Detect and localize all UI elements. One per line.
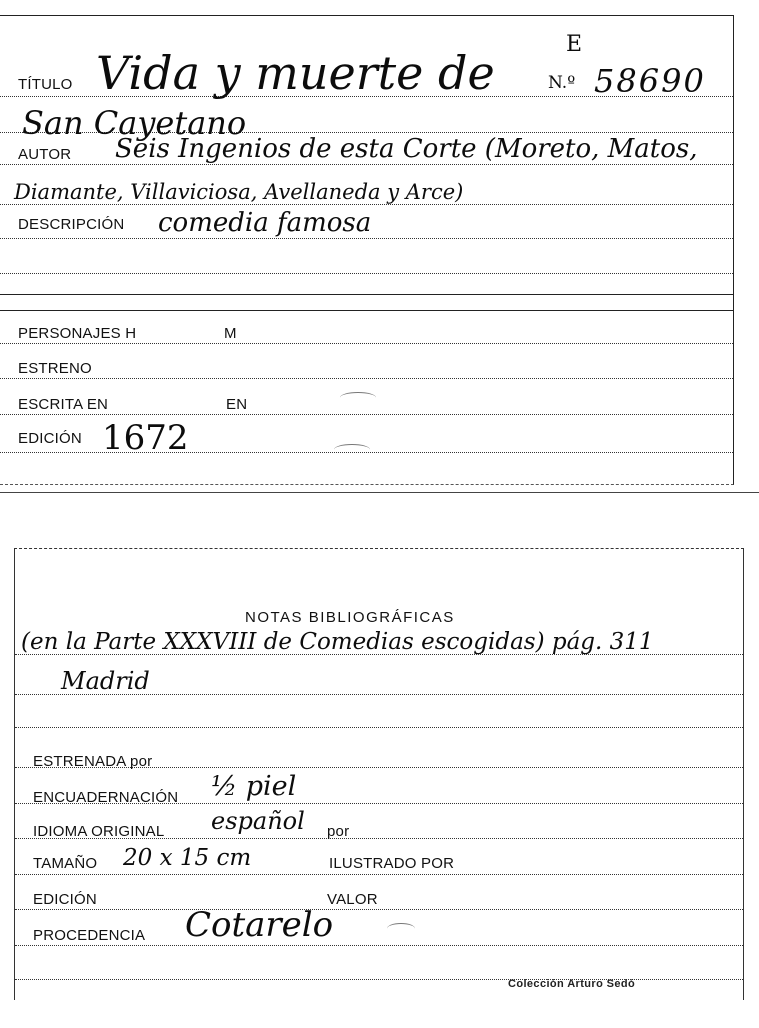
edicion-label: EDICIÓN xyxy=(18,430,82,447)
idioma-por-label: por xyxy=(327,823,350,840)
valor-label: VALOR xyxy=(327,891,378,908)
edicion-value: 1672 xyxy=(102,418,189,458)
catalog-card-back xyxy=(14,548,744,1000)
rule-solid xyxy=(0,294,733,295)
ilustrado-label: ILUSTRADO POR xyxy=(329,855,455,872)
rule xyxy=(0,273,733,274)
procedencia-value: Cotarelo xyxy=(185,905,334,945)
encuadernacion-label: ENCUADERNACIÓN xyxy=(33,789,179,806)
rule xyxy=(15,874,743,875)
card-divider xyxy=(0,492,759,493)
edicion-back-label: EDICIÓN xyxy=(33,891,97,908)
idioma-value: español xyxy=(211,807,305,835)
catalog-prefix: N.º xyxy=(548,73,576,93)
notas-heading: NOTAS BIBLIOGRÁFICAS xyxy=(245,609,455,626)
titulo-value-line2: San Cayetano xyxy=(22,104,247,142)
ink-smudge xyxy=(387,923,415,934)
rule xyxy=(0,378,733,379)
autor-value: Seis Ingenios de esta Corte (Moreto, Matos, xyxy=(115,134,698,164)
personajes-label: PERSONAJES H xyxy=(18,325,137,342)
escrita-en-label: EN xyxy=(226,396,248,413)
tamano-label: TAMAÑO xyxy=(33,855,98,872)
descripcion-label: DESCRIPCIÓN xyxy=(18,216,125,233)
collection-footer: Colección Arturo Sedó xyxy=(508,978,636,990)
procedencia-label: PROCEDENCIA xyxy=(33,927,146,944)
autor-value-line2: Diamante, Villaviciosa, Avellaneda y Arce) xyxy=(14,180,464,204)
rule-solid xyxy=(0,310,733,311)
personajes-m-label: M xyxy=(224,325,237,342)
ink-smudge xyxy=(340,392,376,403)
titulo-label: TÍTULO xyxy=(18,76,73,93)
escrita-label: ESCRITA EN xyxy=(18,396,109,413)
titulo-value: Vida y muerte de xyxy=(96,46,495,100)
estrenada-label: ESTRENADA por xyxy=(33,753,153,770)
encuadernacion-value: ½ piel xyxy=(211,771,297,802)
rule xyxy=(15,727,743,728)
rule xyxy=(0,204,733,205)
catalog-card-front xyxy=(0,15,734,485)
notas-value-line2: Madrid xyxy=(61,667,150,695)
tamano-value: 20 x 15 cm xyxy=(123,845,252,871)
estreno-label: ESTRENO xyxy=(18,360,92,377)
rule xyxy=(0,343,733,344)
rule xyxy=(0,164,733,165)
idioma-label: IDIOMA ORIGINAL xyxy=(33,823,165,840)
ink-smudge xyxy=(334,444,370,455)
rule xyxy=(15,945,743,946)
descripcion-value: comedia famosa xyxy=(158,208,372,238)
notas-value: (en la Parte XXXVIII de Comedias escogidas) pág. 311 xyxy=(21,629,654,655)
rule xyxy=(0,238,733,239)
rule xyxy=(15,909,743,910)
rule xyxy=(0,414,733,415)
catalog-letter: E xyxy=(566,32,583,57)
catalog-number: 58690 xyxy=(594,62,706,100)
autor-label: AUTOR xyxy=(18,146,72,163)
